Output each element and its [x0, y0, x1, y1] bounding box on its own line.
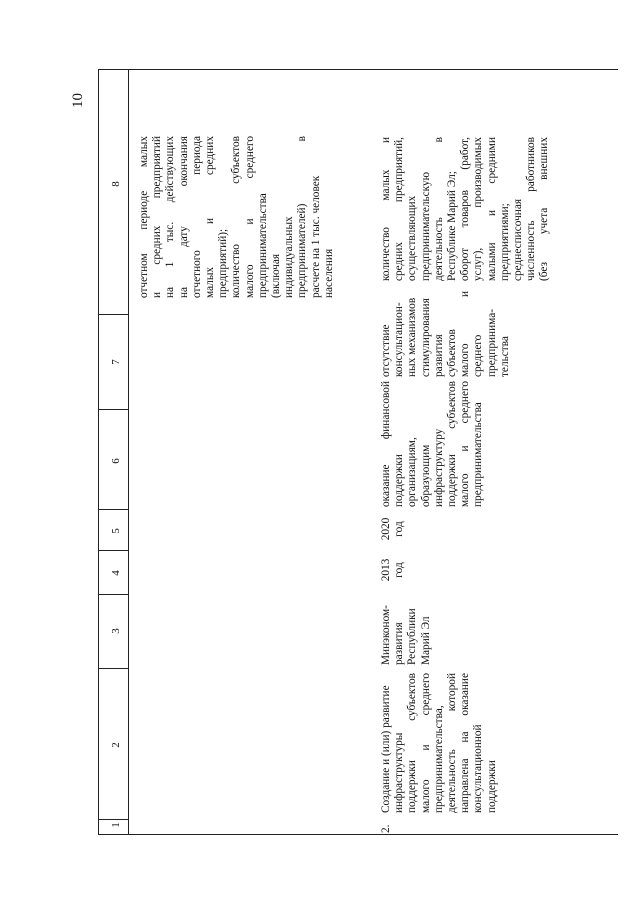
line: деятельность которой: [446, 673, 459, 813]
line: стимулирования: [419, 298, 432, 377]
line: предпринимательства: [256, 193, 269, 298]
end-year: [380, 513, 406, 545]
line: малыми и средними: [485, 137, 498, 281]
page-number: 10: [70, 93, 86, 108]
line: Республики: [406, 608, 419, 665]
column-divider-4-5: [98, 550, 128, 551]
line: и средних предприятий: [151, 136, 164, 298]
line: организациям,: [406, 437, 419, 507]
line: Республике Марий Эл;: [446, 171, 459, 281]
line: среднего: [472, 334, 485, 377]
header-number-7: 7: [110, 359, 122, 365]
header-number-1: 1: [110, 822, 122, 828]
column-divider-7-8: [98, 314, 128, 315]
header-number-8: 8: [110, 181, 122, 187]
line: поддержки: [485, 760, 498, 813]
line: консультационной: [472, 724, 485, 813]
line: предприятиями;: [498, 203, 511, 281]
line: оказание финансовой: [380, 381, 392, 507]
line: отчетного периода: [190, 136, 203, 298]
line: услуг), производимых: [472, 137, 485, 281]
line: расчете на 1 тыс. человек: [309, 175, 322, 298]
responsible-executor: [380, 597, 433, 665]
line: малых и средних: [204, 136, 217, 298]
line: на 1 тыс. действующих: [164, 136, 177, 298]
line: средних предприятий,: [393, 137, 406, 281]
line: предпринимателей) в: [296, 136, 309, 298]
line: осуществляющих: [406, 195, 419, 281]
line: отсутствие: [380, 324, 392, 377]
line: поддержки: [393, 454, 406, 507]
line: малого и среднего: [459, 381, 472, 507]
line: предпринима-: [485, 309, 498, 377]
line: 2013: [380, 558, 392, 582]
line: Марий Эл: [419, 616, 432, 665]
line: малого и среднего: [419, 673, 432, 813]
table-border-right: [98, 69, 618, 70]
line: предпринимательскую: [419, 171, 432, 281]
table-border-left: [98, 834, 618, 835]
line: год: [393, 562, 406, 578]
line: среднесписочная: [512, 198, 525, 281]
line: год: [393, 521, 406, 537]
line: (включая: [270, 253, 283, 298]
line: развития: [432, 334, 445, 377]
header-bottom-line: [128, 69, 129, 835]
column-divider-6-7: [98, 409, 128, 410]
line: количество малых и: [380, 137, 392, 281]
start-year: [380, 553, 406, 587]
consequences: [380, 291, 512, 377]
line: субъектов: [446, 329, 459, 377]
line: количество субъектов: [230, 136, 243, 298]
line: тельства: [498, 336, 511, 377]
line: малого и среднего: [243, 136, 256, 298]
line: образующим: [419, 444, 432, 507]
line: развития: [393, 622, 406, 665]
column-divider-3-4: [98, 594, 128, 595]
line: предпринимательства: [472, 402, 485, 507]
header-number-4: 4: [110, 570, 122, 576]
line: ных механизмов: [406, 297, 419, 377]
line: инфраструктуры: [393, 732, 406, 813]
line: предпринимательства,: [432, 705, 445, 813]
line: Минэконом-: [380, 605, 392, 665]
row-number: 2.: [380, 824, 392, 833]
line: индивидуальных: [283, 216, 296, 298]
line: Создание и (или) развитие: [380, 685, 392, 813]
header-number-2: 2: [110, 742, 122, 748]
line: предприятий);: [217, 228, 230, 298]
header-number-6: 6: [110, 458, 122, 464]
line: населения: [322, 248, 335, 298]
header-number-5: 5: [110, 528, 122, 534]
expected-result: [380, 381, 486, 507]
line: инфраструктуру: [432, 428, 445, 507]
line: (без учета внешних: [538, 137, 551, 281]
line: оборот товаров (работ,: [459, 137, 472, 281]
line: консультацион-: [393, 302, 406, 377]
line: 2020: [380, 517, 392, 541]
column-divider-5-6: [98, 509, 128, 510]
column-divider-2-3: [98, 668, 128, 669]
continuation-indicators: [138, 136, 336, 298]
line: деятельность в: [432, 137, 445, 281]
line: поддержки субъектов: [406, 673, 419, 813]
header-top-line: [98, 69, 99, 835]
measure-name: [380, 673, 499, 813]
line: на дату окончания: [177, 136, 190, 298]
target-indicators: [380, 137, 552, 281]
line: направлена на оказание: [459, 673, 472, 813]
line: малого и: [459, 291, 472, 377]
header-number-3: 3: [110, 628, 122, 634]
line: поддержки субъектов: [446, 381, 459, 507]
line: численность работников: [525, 137, 538, 281]
line: отчетном периоде малых: [138, 136, 150, 298]
